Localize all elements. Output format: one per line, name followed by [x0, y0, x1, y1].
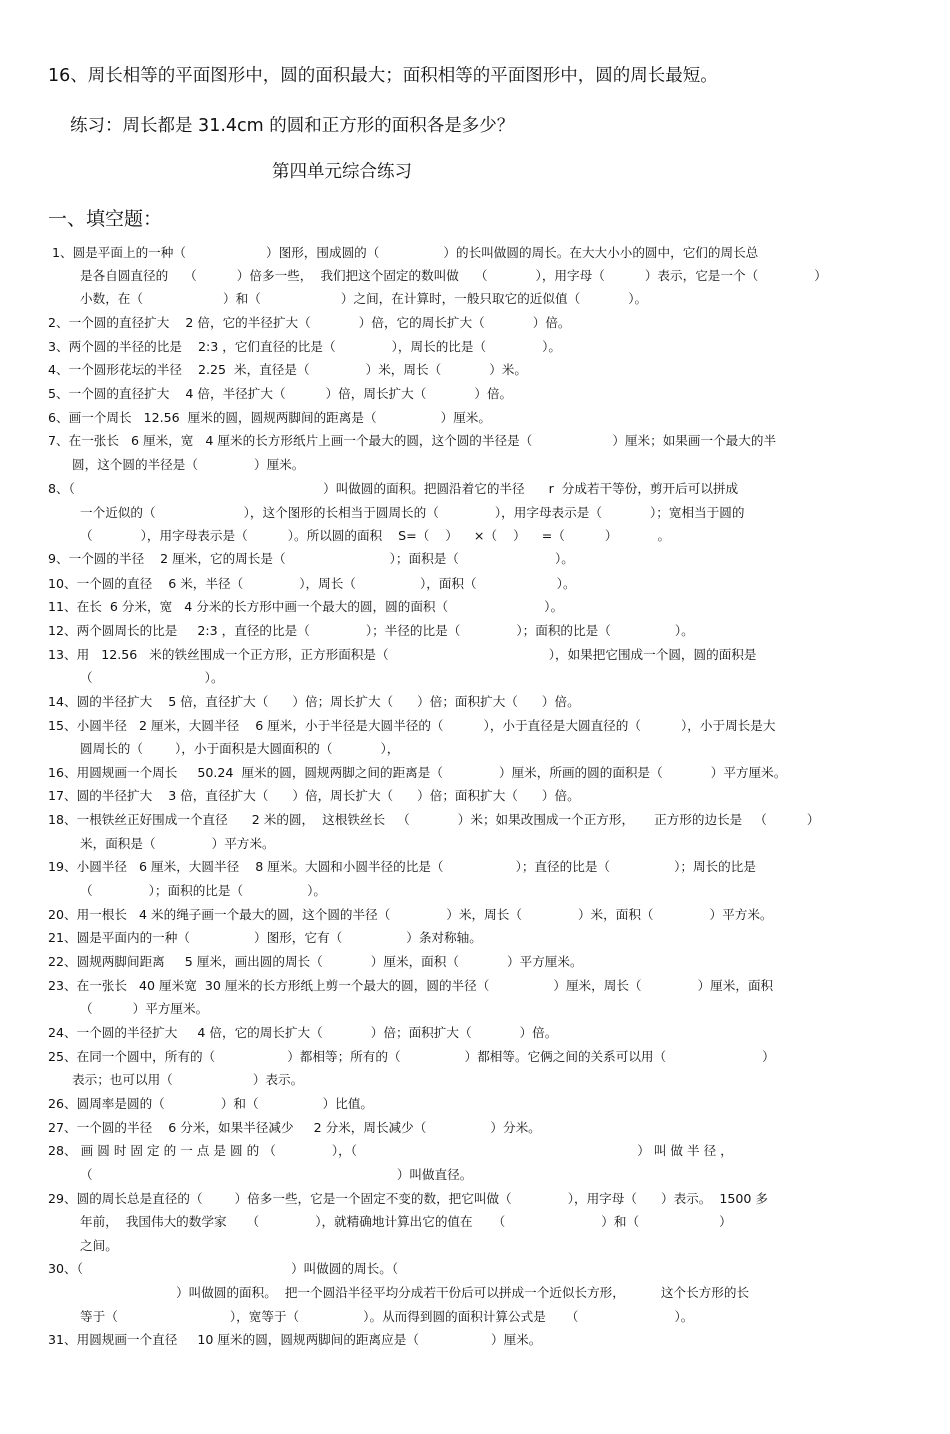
question-line: 年前， 我国伟大的数学家 （ ），就精确地计算出它的值在 （ ）和（ ）	[80, 1214, 732, 1229]
question-line: 23、在一张长 40 厘米宽 30 厘米的长方形纸上剪一个最大的圆，圆的半径（ ）厘米，周长（ ）厘米，面积	[48, 978, 774, 993]
question-line: 8、（ ）叫做圆的面积。把圆沿着它的半径 r 分成若干等份，剪开后可以拼成	[48, 481, 739, 496]
question-line: 21、圆是平面内的一种（ ）图形，它有（ ）条对称轴。	[48, 930, 482, 945]
question-line: （ ）。	[80, 670, 224, 685]
question-line: 30、（ ）叫做圆的周长。（	[48, 1261, 399, 1276]
question-line: （ ），用字母表示是（ ）。所以圆的面积 S=（ ） ×（ ） =（ ） 。	[80, 528, 671, 543]
question-line: 6、画一个周长 12.56 厘米的圆，圆规两脚间的距离是（ ）厘米。	[48, 410, 491, 425]
question-line: 10、一个圆的直径 6 米，半径（ ），周长（ ），面积（ ）。	[48, 576, 576, 591]
question-line: 19、小圆半径 6 厘米，大圆半径 8 厘米。大圆和小圆半径的比是（ ）；直径的比是（ ）；周长的比是	[48, 859, 756, 874]
question-line: 4、一个圆形花坛的半径 2.25 米，直径是（ ）米，周长（ ）米。	[48, 362, 527, 377]
question-line: 13、用 12.56 米的铁丝围成一个正方形，正方形面积是（ ），如果把它围成一个圆，圆的面积是	[48, 647, 757, 662]
question-line: 圆周长的（ ），小于面积是大圆面积的（ ），	[80, 741, 400, 756]
question-line: 26、圆周率是圆的（ ）和（ ）比值。	[48, 1096, 374, 1111]
question-line: 1、圆是平面上的一种（ ）图形，围成圆的（ ）的长叫做圆的周长。在大大小小的圆中，它们的周长总	[48, 245, 759, 260]
question-line: 27、一个圆的半径 6 分米，如果半径减少 2 分米，周长减少（ ）分米。	[48, 1120, 541, 1135]
question-line: 一个近似的（ ），这个图形的长相当于圆周长的（ ），用字母表示是（ ）；宽相当于圆的	[80, 505, 745, 520]
question-line: 7、在一张长 6 厘米，宽 4 厘米的长方形纸片上画一个最大的圆，这个圆的半径是（ ）厘米；如果画一个最大的半	[48, 433, 777, 448]
question-line: 2、一个圆的直径扩大 2 倍，它的半径扩大（ ）倍，它的周长扩大（ ）倍。	[48, 315, 571, 330]
question-line: ）叫做圆的面积。 把一个圆沿半径平均分成若干份后可以拼成一个近似长方形， 这个长方形的长	[80, 1285, 750, 1300]
question-line: 14、圆的半径扩大 5 倍，直径扩大（ ）倍；周长扩大（ ）倍；面积扩大（ ）倍。	[48, 694, 580, 709]
question-line: 28、 画 圆 时 固 定 的 一 点 是 圆 的 （ ），（ ） 叫 做 半 径 ，	[48, 1143, 733, 1158]
question-line: （ ）；面积的比是（ ）。	[80, 883, 327, 898]
item-16-statement: 16、周长相等的平面图形中，圆的面积最大；面积相等的平面图形中，圆的周长最短。	[48, 66, 718, 86]
question-line: 等于（ ），宽等于（ ）。从而得到圆的面积计算公式是 （ ）。	[80, 1309, 694, 1324]
question-line: 16、用圆规画一个周长 50.24 厘米的圆，圆规两脚之间的距离是（ ）厘米，所画的圆的面积是（ ）平方厘米。	[48, 765, 787, 780]
question-line: 18、一根铁丝正好围成一个直径 2 米的圆， 这根铁丝长 （ ）米；如果改围成一个正方形， 正方形的边长是 （ ）	[48, 812, 820, 827]
question-line: 9、一个圆的半径 2 厘米，它的周长是（ ）；面积是（ ）。	[48, 551, 574, 566]
question-line: 24、一个圆的半径扩大 4 倍，它的周长扩大（ ）倍；面积扩大（ ）倍。	[48, 1025, 558, 1040]
practice-question: 练习：周长都是 31.4cm 的圆和正方形的面积各是多少？	[70, 116, 515, 136]
question-line: 11、在长 6 分米，宽 4 分米的长方形中画一个最大的圆，圆的面积（ ）。	[48, 599, 564, 614]
question-line: 之间。	[80, 1238, 118, 1253]
question-line: 是各自圆直径的 （ ）倍多一些， 我们把这个固定的数叫做 （ ），用字母（ ）表示，它是一个（ ）	[80, 268, 827, 283]
question-line: 29、圆的周长总是直径的（ ）倍多一些，它是一个固定不变的数，把它叫做（ ），用字母（ ）表示。 1500 多	[48, 1191, 768, 1206]
question-line: （ ）平方厘米。	[80, 1001, 209, 1016]
question-line: 米，面积是（ ）平方米。	[80, 836, 275, 851]
question-line: 5、一个圆的直径扩大 4 倍，半径扩大（ ）倍，周长扩大（ ）倍。	[48, 386, 513, 401]
question-line: 20、用一根长 4 米的绳子画一个最大的圆，这个圆的半径（ ）米，周长（ ）米，面积（ ）平方米。	[48, 907, 773, 922]
question-line: 小数，在（ ）和（ ）之间，在计算时，一般只取它的近似值（ ）。	[80, 291, 648, 306]
question-line: 17、圆的半径扩大 3 倍，直径扩大（ ）倍，周长扩大（ ）倍；面积扩大（ ）倍。	[48, 788, 580, 803]
unit-title: 第四单元综合练习	[272, 162, 412, 182]
question-line: 3、两个圆的半径的比是 2:3 ，它们直径的比是（ ），周长的比是（ ）。	[48, 339, 562, 354]
question-line: 15、小圆半径 2 厘米，大圆半径 6 厘米，小于半径是大圆半径的（ ），小于直径是大圆直径的（ ），小于周长是大	[48, 718, 776, 733]
section-title: 一、填空题：	[48, 208, 163, 230]
question-line: （ ）叫做直径。	[80, 1167, 473, 1182]
question-line: 12、两个圆周长的比是 2:3 ，直径的比是（ ）；半径的比是（ ）；面积的比是（ ）。	[48, 623, 694, 638]
question-line: 22、圆规两脚间距离 5 厘米，画出圆的周长（ ）厘米，面积（ ）平方厘米。	[48, 954, 583, 969]
question-line: 25、在同一个圆中，所有的（ ）都相等；所有的（ ）都相等。它俩之间的关系可以用（ ）	[48, 1049, 775, 1064]
question-line: 表示；也可以用（ ）表示。	[72, 1072, 304, 1087]
question-line: 圆，这个圆的半径是（ ）厘米。	[72, 457, 305, 472]
question-line: 31、用圆规画一个直径 10 厘米的圆，圆规两脚间的距离应是（ ）厘米。	[48, 1332, 542, 1347]
